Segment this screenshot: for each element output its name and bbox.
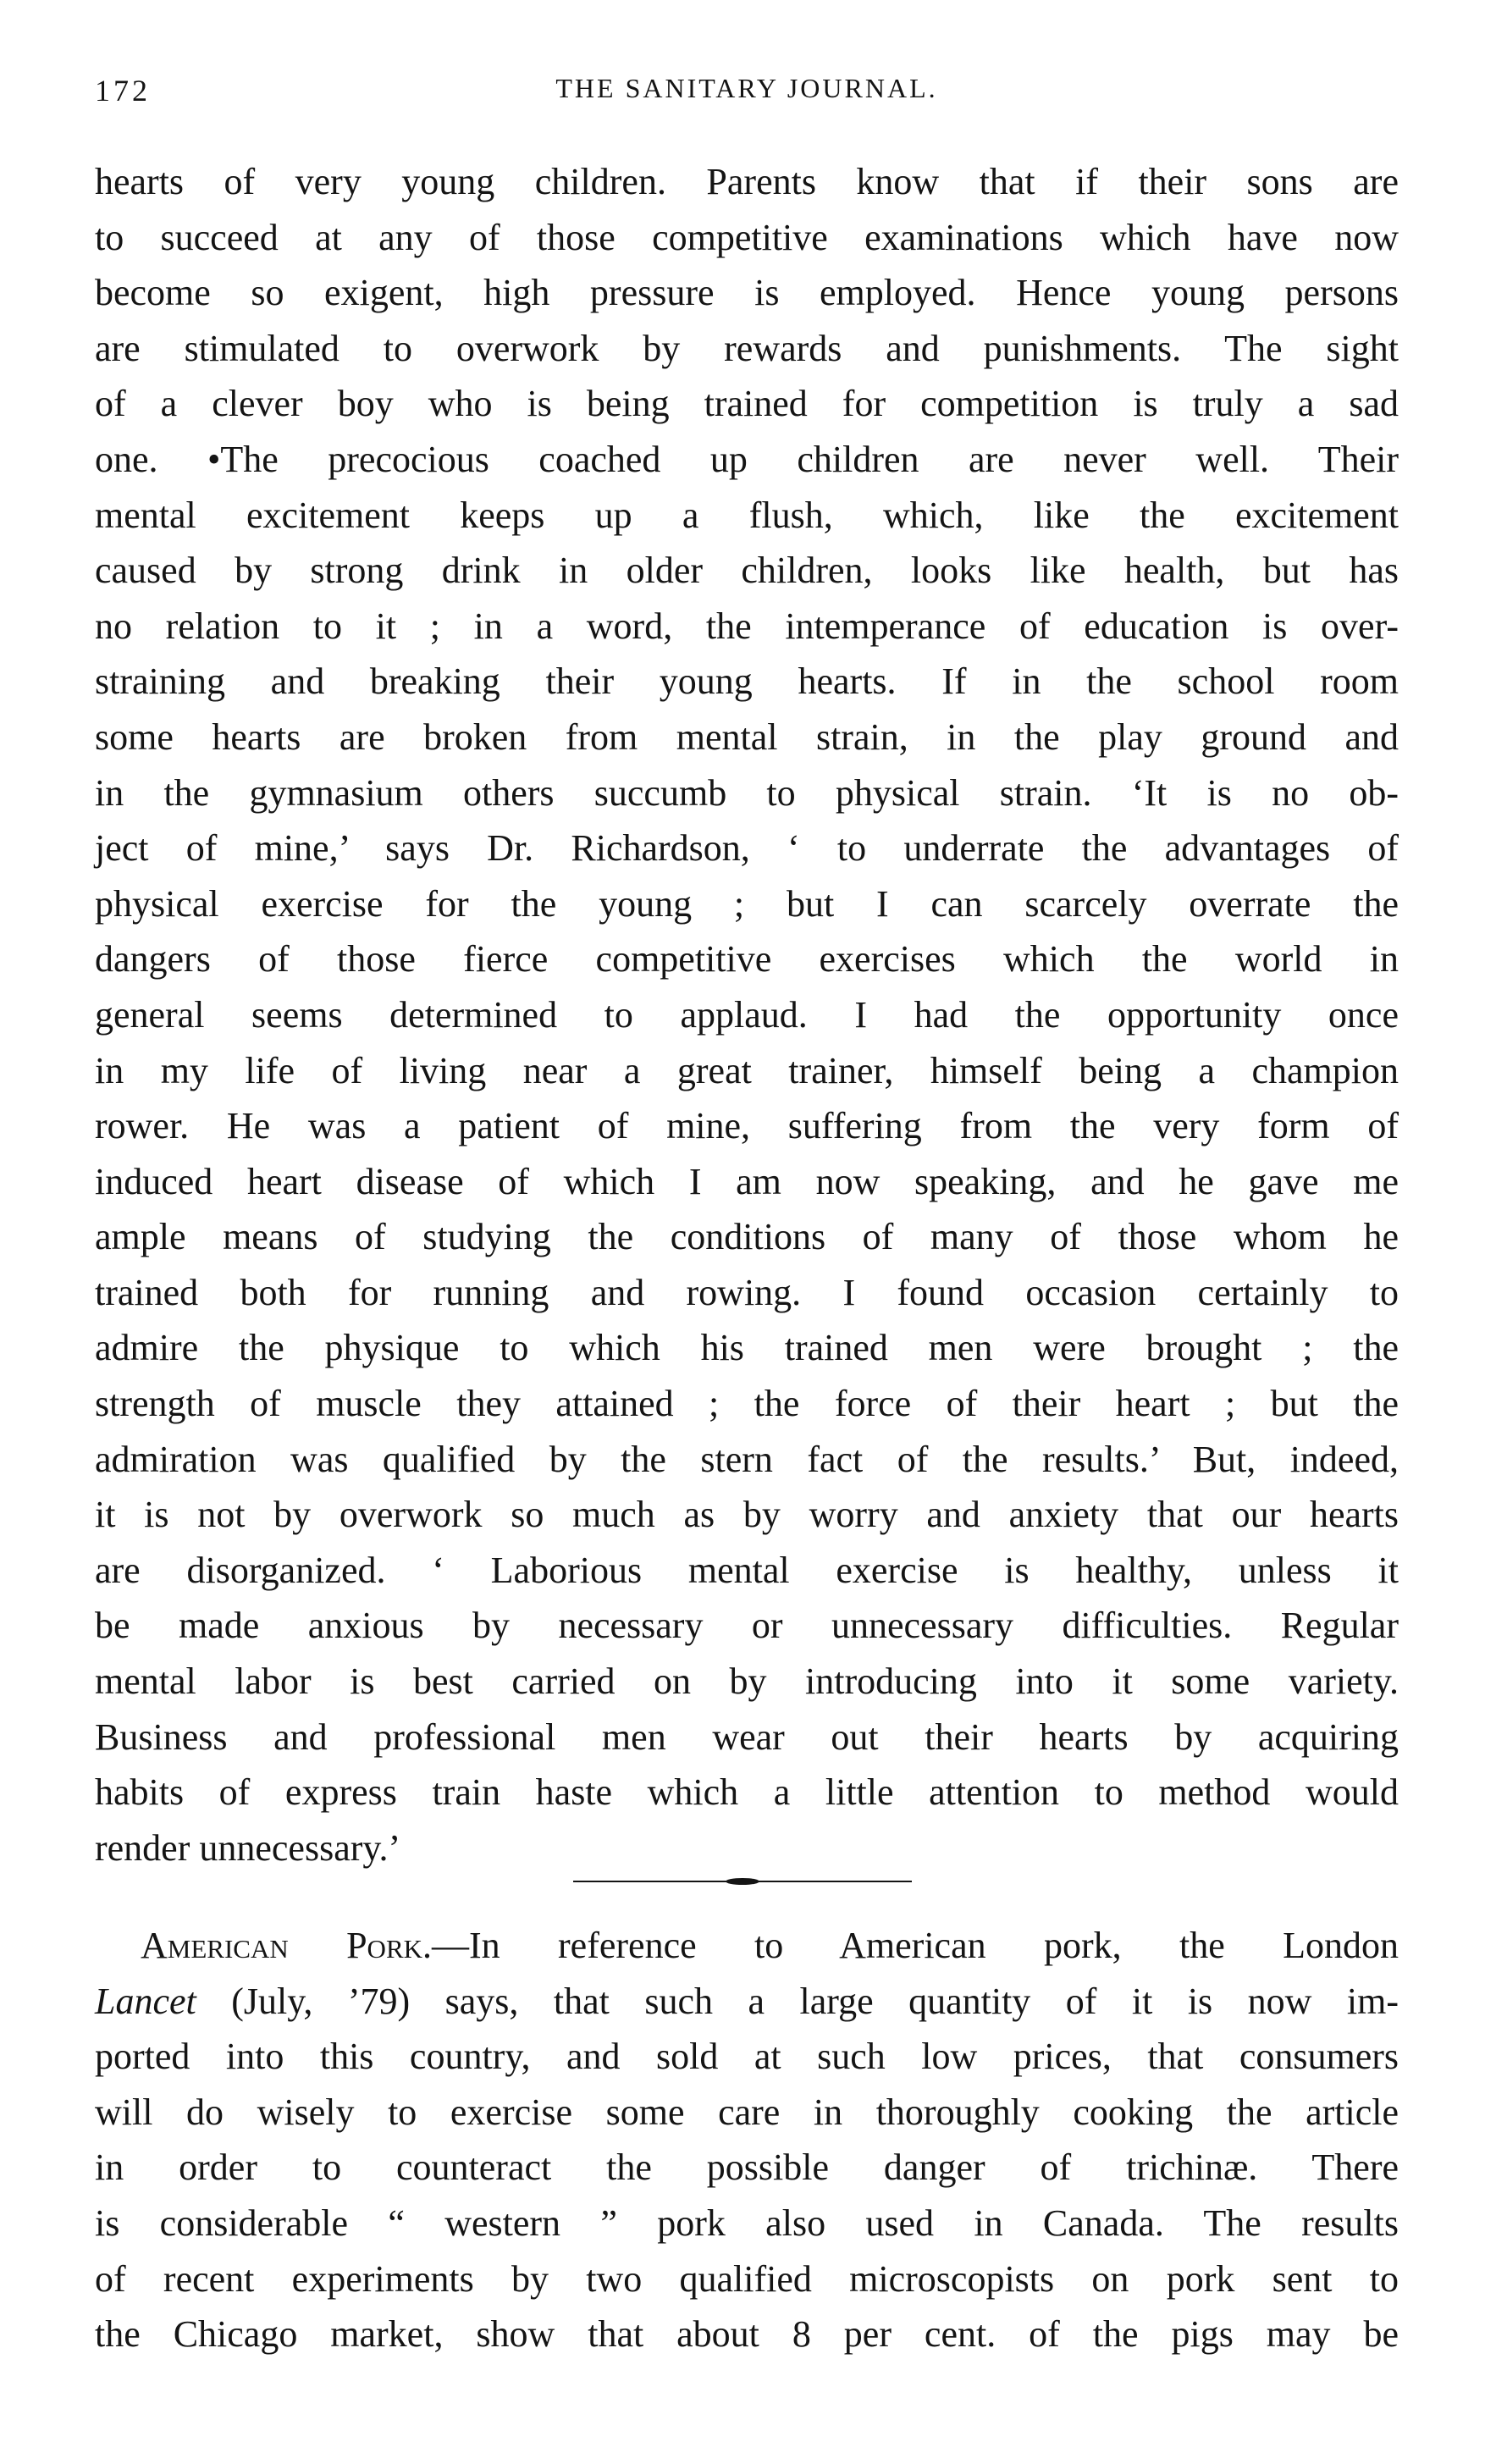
text-line: dangers of those fierce competitive exercises which the world in [95, 938, 1399, 981]
text-line: be made anxious by necessary or unnecessary difficulties. Regular [95, 1605, 1399, 1647]
publication-title: Lancet [95, 1980, 196, 2022]
text-line: Business and professional men wear out their hearts by acquiring [95, 1715, 1399, 1758]
text-line: in my life of living near a great trainer, himself being a champion [95, 1049, 1399, 1091]
article-heading: American Pork. [141, 1925, 433, 1966]
text-line: render unnecessary.’ [95, 1826, 401, 1869]
text-line: in order to counteract the possible danger of trichinæ. There [95, 2146, 1399, 2189]
text-line: rower. He was a patient of mine, suffering from the very form of [95, 1105, 1399, 1147]
text-line: one. •The precocious coached up children are never well. Their [95, 438, 1399, 480]
text-line: habits of express train haste which a little attention to method would [95, 1771, 1399, 1814]
running-title: THE SANITARY JOURNAL. [555, 73, 938, 103]
text-line: admire the physique to which his trained men were brought ; the [95, 1327, 1399, 1369]
divider-ornament [726, 1878, 759, 1885]
text-line: admiration was qualified by the stern fact of the results.’ But, indeed, [95, 1438, 1399, 1480]
text-line [95, 1974, 1399, 2030]
text-line: is considerable “ western ” pork also used in Canada. The results [95, 2202, 1399, 2244]
text-line: trained both for running and rowing. I found occasion certainly to [95, 1271, 1399, 1313]
text-line: mental labor is best carried on by introducing into it some variety. [95, 1660, 1399, 1703]
page-number: 172 [95, 74, 151, 108]
text-line: of recent experiments by two qualified microscopists on pork sent to [95, 2257, 1399, 2300]
text-line: caused by strong drink in older children, looks like health, but has [95, 550, 1399, 592]
text-line: strength of muscle they attained ; the force of their heart ; but the [95, 1383, 1399, 1425]
text-line: mental excitement keeps up a flush, which, like the excitement [95, 494, 1399, 536]
text-line: the Chicago market, show that about 8 per cent. of the pigs may be [95, 2313, 1399, 2356]
section-divider [573, 1876, 912, 1887]
text-fragment: —In reference to American pork, the London [432, 1925, 1399, 1966]
text-line: hearts of very young children. Parents know that if their sons are [95, 161, 1399, 202]
text-line: ported into this country, and sold at such low prices, that consumers [95, 2036, 1399, 2078]
text-line: induced heart disease of which I am now speaking, and he gave me [95, 1160, 1399, 1202]
text-line: it is not by overwork so much as by worry and anxiety that our hearts [95, 1494, 1399, 1536]
text-fragment: (July, ’79) says, that such a large quantity of it is now im- [196, 1980, 1399, 2022]
text-line: ample means of studying the conditions of many of those whom he [95, 1216, 1399, 1258]
text-line: will do wisely to exercise some care in thoroughly cooking the article [95, 2091, 1399, 2133]
text-line: ject of mine,’ says Dr. Richardson, ‘ to underrate the advantages of [95, 827, 1399, 870]
text-line: some hearts are broken from mental strain, in the play ground and [95, 715, 1399, 758]
article-american-pork [95, 1918, 1399, 2362]
text-line: straining and breaking their young hearts. If in the school room [95, 660, 1399, 703]
text-line-first [95, 1918, 1399, 1974]
text-line: in the gymnasium others succumb to physical strain. ‘It is no ob- [95, 771, 1399, 814]
text-line: to succeed at any of those competitive examinations which have now [95, 216, 1399, 258]
text-line: no relation to it ; in a word, the intemperance of education is over- [95, 605, 1399, 647]
text-line: general seems determined to applaud. I had the opportunity once [95, 993, 1399, 1036]
text-line: of a clever boy who is being trained for competition is truly a sad [95, 383, 1399, 425]
text-line: become so exigent, high pressure is employed. Hence young persons [95, 272, 1399, 314]
page-header [95, 73, 1399, 124]
article-heart-strain [95, 154, 1399, 1876]
text-line: are stimulated to overwork by rewards and punishments. The sight [95, 327, 1399, 369]
text-line: physical exercise for the young ; but I can scarcely overrate the [95, 882, 1399, 925]
text-line: are disorganized. ‘ Laborious mental exercise is healthy, unless it [95, 1549, 1399, 1591]
